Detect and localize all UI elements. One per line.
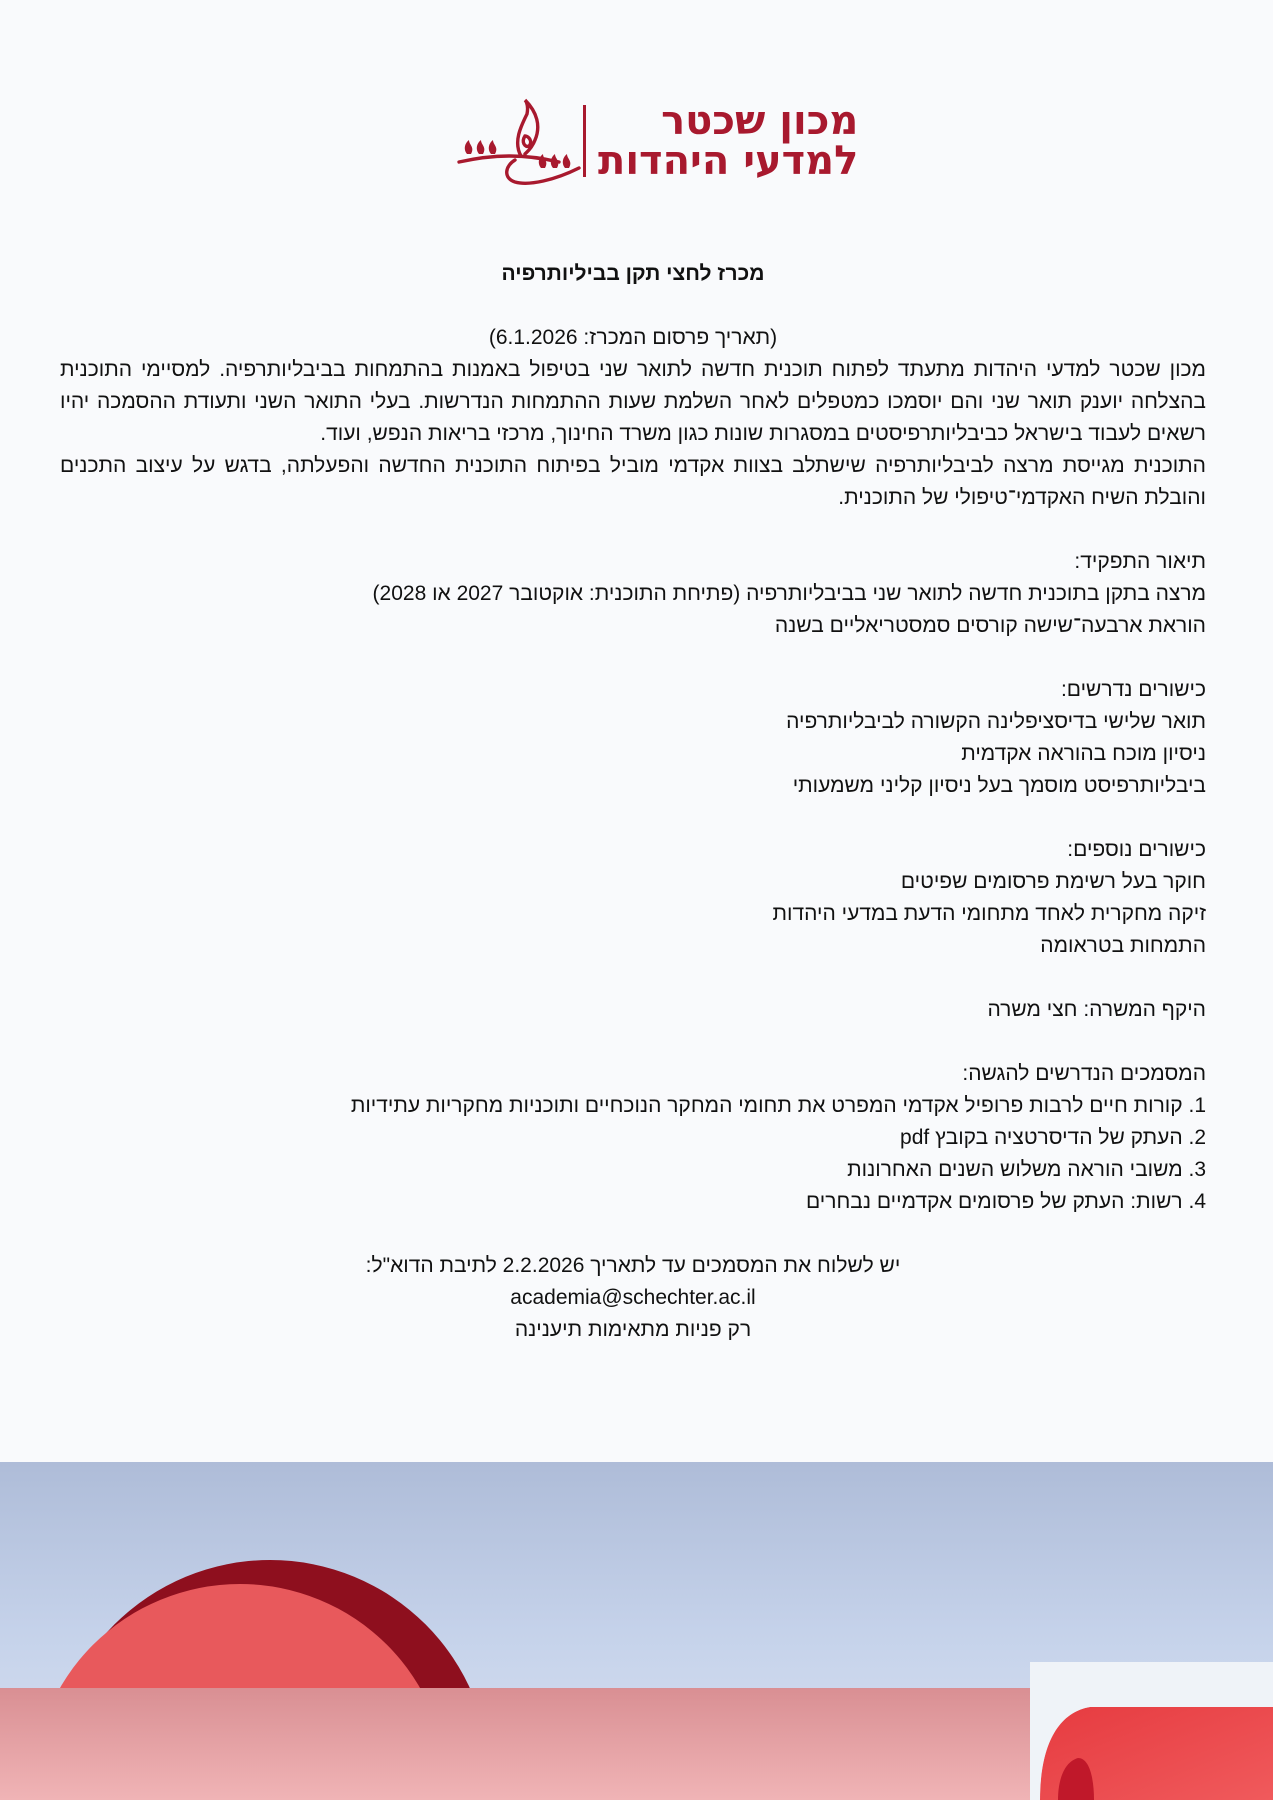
list-item: מרצה בתקן בתוכנית חדשה לתואר שני בביבליותרפיה (פתיחת התוכנית: אוקטובר 2027 או 2028) (372, 582, 1206, 605)
list-item: הוראת ארבעה־שישה קורסים סמסטריאליים בשנה (774, 614, 1206, 637)
required-skills-section (60, 674, 1206, 802)
additional-skills-section (60, 834, 1206, 962)
document-body (60, 252, 1206, 1346)
submission-line: יש לשלוח את המסמכים עד לתאריך 2.2.2026 לתיבת הדוא"ל: (365, 1254, 901, 1277)
list-item: זיקה מחקרית לאחד מתחומי הדעת במדעי היהדות (772, 902, 1206, 925)
logo-line-2: למדעי היהדות (598, 138, 859, 184)
flame-candles-logo-icon (455, 96, 583, 186)
list-item: תואר שלישי בדיסציפלינה הקשורה לביבליותרפיה (786, 710, 1206, 733)
required-documents-section (60, 1058, 1206, 1218)
list-item: התמחות בטראומה (1040, 934, 1206, 957)
document-title: מכרז לחצי תקן בביליותרפיה (501, 262, 765, 285)
institute-logo (455, 96, 865, 186)
submission-section (60, 1250, 1206, 1346)
additional-heading: כישורים נוספים: (1067, 838, 1206, 861)
submission-note: רק פניות מתאימות תיענינה (514, 1318, 752, 1341)
decorative-footer (0, 1462, 1273, 1800)
publication-date: (תאריך פרסום המכרז: 6.1.2026) (488, 326, 778, 349)
logo-wordmark (598, 98, 859, 184)
logo-divider (583, 105, 586, 177)
program-paragraph: התוכנית מגייסת מרצה לביבליותרפיה שישתלב בצוות אקדמי מוביל בפיתוח התוכנית החדשה והפעלתה, בדגש על עיצוב התכנים והובלת השיח האקדמי־טיפולי של התוכנית. (60, 454, 1206, 509)
role-section (60, 546, 1206, 642)
required-heading: כישורים נדרשים: (1060, 678, 1206, 701)
list-item: 4. רשות: העתק של פרסומים אקדמיים נבחרים (805, 1190, 1206, 1213)
list-item: 2. העתק של הדיסרטציה בקובץ pdf (900, 1126, 1206, 1149)
contact-email-link[interactable]: academia@schechter.ac.il (510, 1286, 756, 1309)
intro-paragraph: מכון שכטר למדעי היהדות מתעתד לפתוח תוכנית חדשה לתואר שני בטיפול באמנות בהתמחות בביבליותרפיה. למסיימי התוכנית בהצלחה יוענק תואר שני והם יוסמכו כמטפלים לאחר השלמת שעות ההתמחות הנדרשות. בעלי התואר השני ותעודת ההסמכה יהיו רשאים לעבוד בישראל כביבליותרפיסטים במסגרות שונות כגון משרד החינוך, מרכזי בריאות הנפש, ועוד. (60, 358, 1206, 445)
list-item: 1. קורות חיים לרבות פרופיל אקדמי המפרט את תחומי המחקר הנוכחיים ותוכניות מחקריות עתידיות (350, 1094, 1206, 1117)
logo-line-1: מכון שכטר (661, 98, 859, 144)
list-item: ביבליותרפיסט מוסמך בעל ניסיון קליני משמעותי (792, 774, 1206, 797)
list-item: 3. משובי הוראה משלוש השנים האחרונות (847, 1158, 1206, 1181)
list-item: ניסיון מוכח בהוראה אקדמית (961, 742, 1206, 765)
documents-heading: המסמכים הנדרשים להגשה: (962, 1062, 1206, 1085)
footer-graphic (0, 1462, 1273, 1800)
list-item: חוקר בעל רשימת פרסומים שפיטים (900, 870, 1206, 893)
job-scope: היקף המשרה: חצי משרה (987, 998, 1206, 1021)
role-heading: תיאור התפקיד: (1074, 550, 1206, 573)
